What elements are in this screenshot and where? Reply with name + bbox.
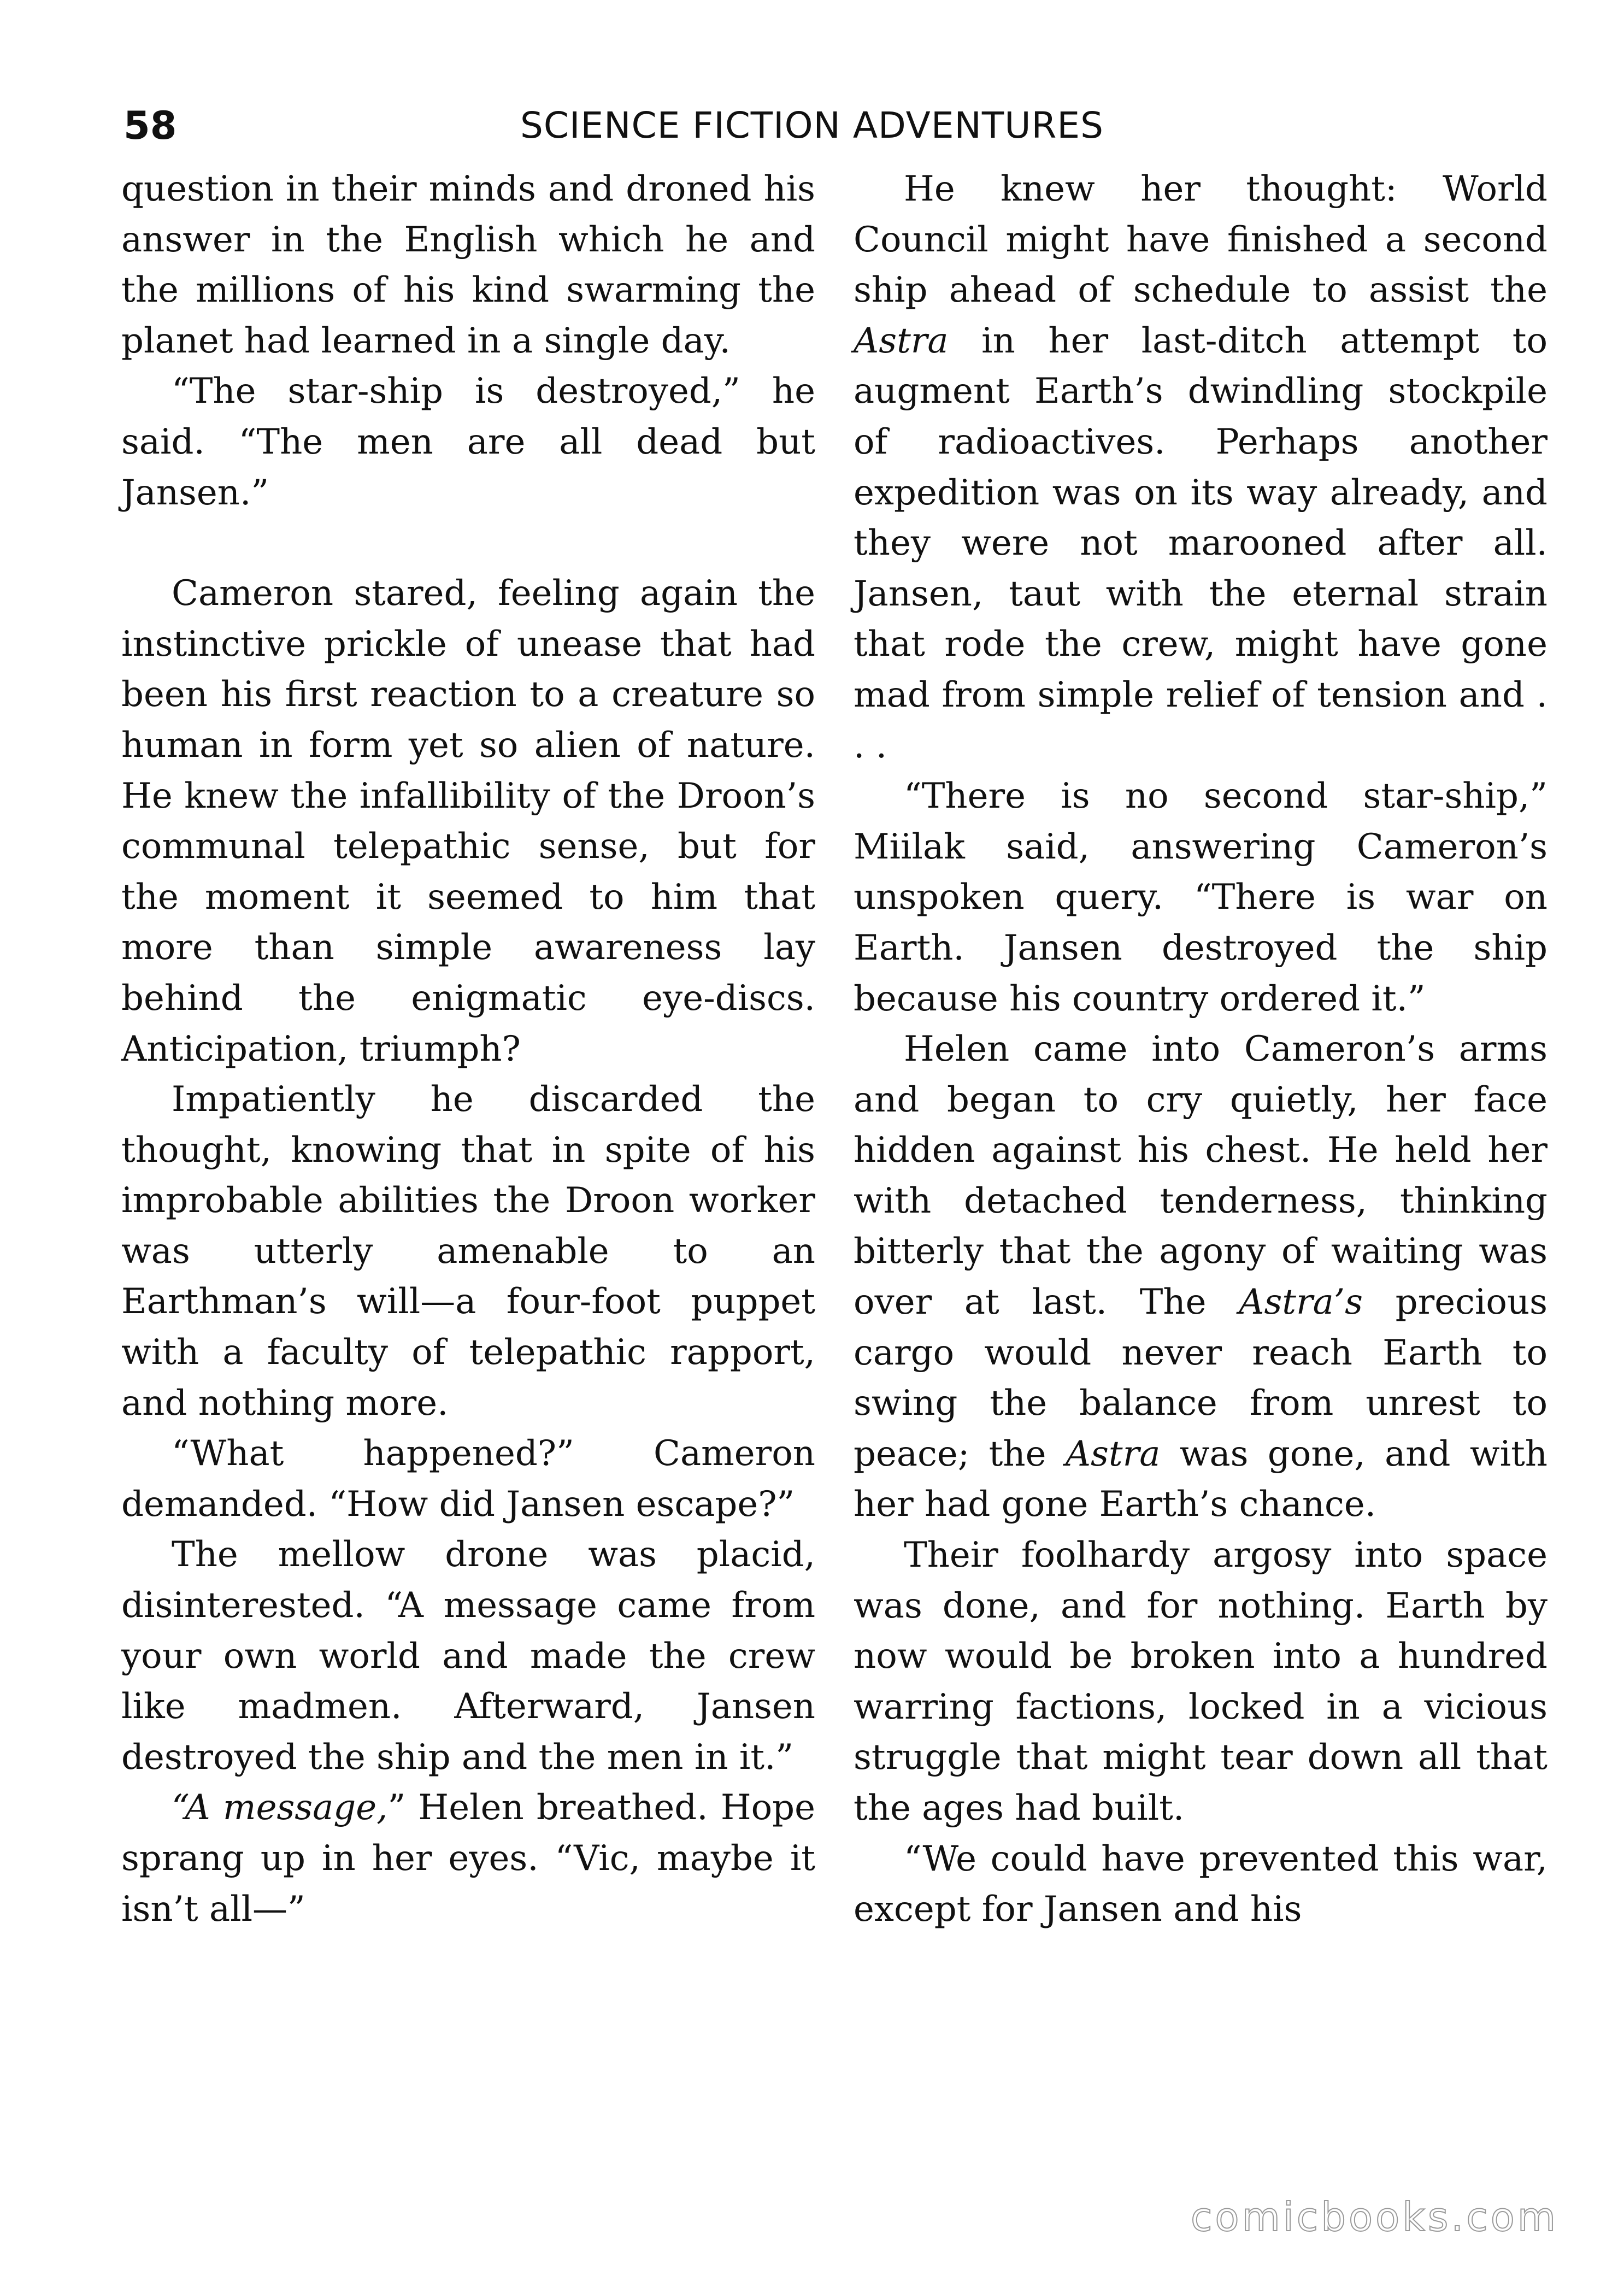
paragraph: “A message,” Helen breathed. Hope sprang up in her eyes. “Vic, maybe it isn’t all—” — [121, 1787, 816, 1930]
ship-name: Astra — [854, 320, 949, 361]
italic-quote: “A message, — [172, 1787, 388, 1828]
paragraph: The mellow drone was placid, disinterested. “A message came from your own world and made the crew like madmen. Afterward, Jansen destroyed the ship and the men in it.” — [121, 1534, 815, 1778]
paragraph: question in their minds and droned his answer in the English which he and the millions of his kind swarming the planet had learned in a single day. — [121, 169, 815, 361]
page-number: 58 — [123, 103, 177, 148]
paragraph: “What happened?” Cameron demanded. “How did Jansen escape?” — [121, 1433, 815, 1525]
left-column — [121, 164, 815, 1934]
paragraph: He knew her thought: World Council might have finished a second ship ahead of schedule to assist the Astra in her last-ditch attempt to augment Earth’s dwindling stockpile of radioactives. Perhaps another expedition was on its way already, and they were not marooned after all. Jansen, taut with the eternal strain that rode the crew, might have gone mad from simple relief of tension and . . . — [854, 169, 1547, 766]
paragraph: Their foolhardy argosy into space was done, and for nothing. Earth by now would be broken into a hundred warring factions, locked in a vicious struggle that might tear down all that the ages had built. — [854, 1535, 1547, 1828]
paragraph: “The star-ship is destroyed,” he said. “The men are all dead but Jansen.” — [121, 371, 815, 513]
paragraph: “There is no second star-ship,” Miilak said, answering Cameron’s unspoken query. “There is war on Earth. Jansen destroyed the ship because his country ordered it.” — [854, 776, 1547, 1019]
running-head: SCIENCE FICTION ADVENTURES — [520, 104, 1104, 146]
watermark: comicbooks.com — [1190, 2194, 1558, 2240]
paragraph: Cameron stared, feeling again the instinctive prickle of unease that had been his first reaction to a creature so human in form yet so alien of nature. He knew the infallibility of the Droon’s communal telepathic sense, but for the moment it seemed to him that more than simple awareness lay behind the enigmatic eye-discs. Anticipation, triumph? — [121, 573, 815, 1069]
paragraph: Helen came into Cameron’s arms and began to cry quietly, her face hidden against his chest. He held her with detached tenderness, thinking bitterly that the agony of waiting was over at last. The Astra’s precious cargo would never reach Earth to swing the balance from unrest to peace; the Astra was gone, and with her had gone Earth’s chance. — [854, 1029, 1548, 1525]
paragraph: Impatiently he discarded the thought, knowing that in spite of his improbable abilities the Droon worker was utterly amenable to an Earthman’s will—a four-foot puppet with a faculty of telepathic rapport, and nothing more. — [121, 1079, 815, 1424]
paragraph: “We could have prevented this war, except for Jansen and his — [854, 1838, 1547, 1930]
ship-name: Astra — [1065, 1433, 1161, 1474]
right-column — [854, 164, 1547, 1935]
ship-name: Astra’s — [1239, 1282, 1363, 1323]
page-header — [0, 96, 1624, 156]
